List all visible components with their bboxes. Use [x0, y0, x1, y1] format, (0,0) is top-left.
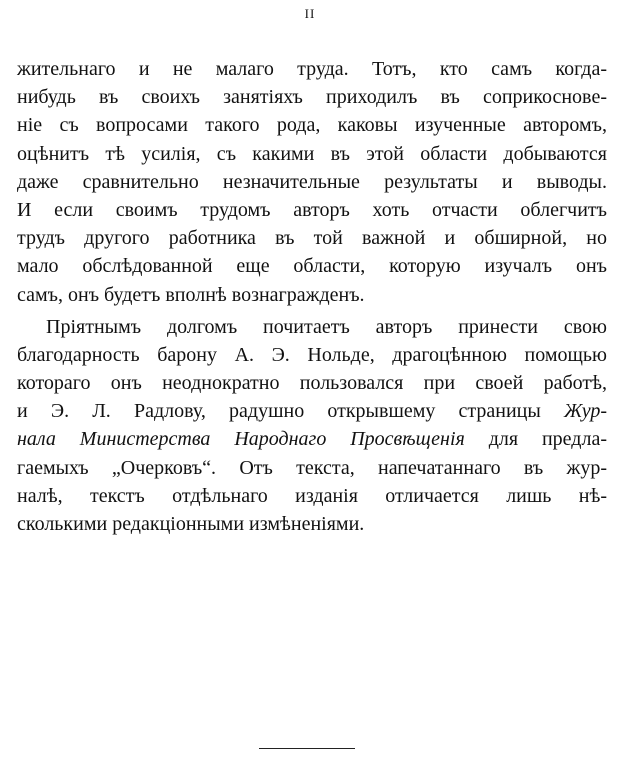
text-line: налѣ, текстъ отдѣльнаго изданія отличается лишь нѣ- — [17, 484, 607, 507]
text-line: нибудь въ своихъ занятіяхъ приходилъ въ соприкосновe- — [17, 86, 607, 109]
bottom-rule — [259, 748, 355, 749]
text-line: даже сравнительно незначительные результаты и выводы. — [17, 170, 607, 193]
text-line: благодарность барону А. Э. Нольде, драгоцѣнною помощью — [17, 343, 607, 366]
text-line: ніе съ вопросами такого рода, каковы изученные авторомъ, — [17, 114, 607, 137]
body-text — [17, 55, 607, 538]
text-line: гаемыхъ „Очерковъ“. Отъ текста, напечатаннаго въ жур- — [17, 456, 607, 479]
italic-journal-title: нала Министерства Народнаго Просвѣщенія — [17, 428, 465, 451]
text-line: сколькими редакціонными измѣненіями. — [17, 513, 365, 535]
text-line-with-italic — [17, 425, 607, 453]
text-line: жительнаго и не малаго труда. Тотъ, кто самъ когда- — [17, 58, 607, 80]
text-line: мало обслѣдованной еще области, которую изучалъ онъ — [17, 255, 607, 278]
text-line: И если своимъ трудомъ авторъ хоть отчасти облегчитъ — [17, 198, 607, 221]
text-line: трудъ другого работника въ той важной и обширной, но — [17, 227, 607, 250]
text-line: оцѣнитъ тѣ усилія, съ какими въ этой области добываются — [17, 142, 607, 165]
text-segment: для предла- — [464, 428, 607, 451]
text-line: Пріятнымъ долгомъ почитаетъ авторъ принести свою — [46, 315, 607, 338]
text-line: котораго онъ неоднократно пользовался при своей работѣ, — [17, 372, 607, 395]
page-number: II — [304, 6, 316, 21]
text-line-with-italic — [17, 397, 607, 425]
text-segment: и Э. Л. Радлову, радушно открывшему страницы — [17, 400, 564, 423]
italic-journal-title-start: Жур- — [564, 400, 607, 423]
text-line: самъ, онъ будетъ вполнѣ вознагражденъ. — [17, 283, 365, 306]
